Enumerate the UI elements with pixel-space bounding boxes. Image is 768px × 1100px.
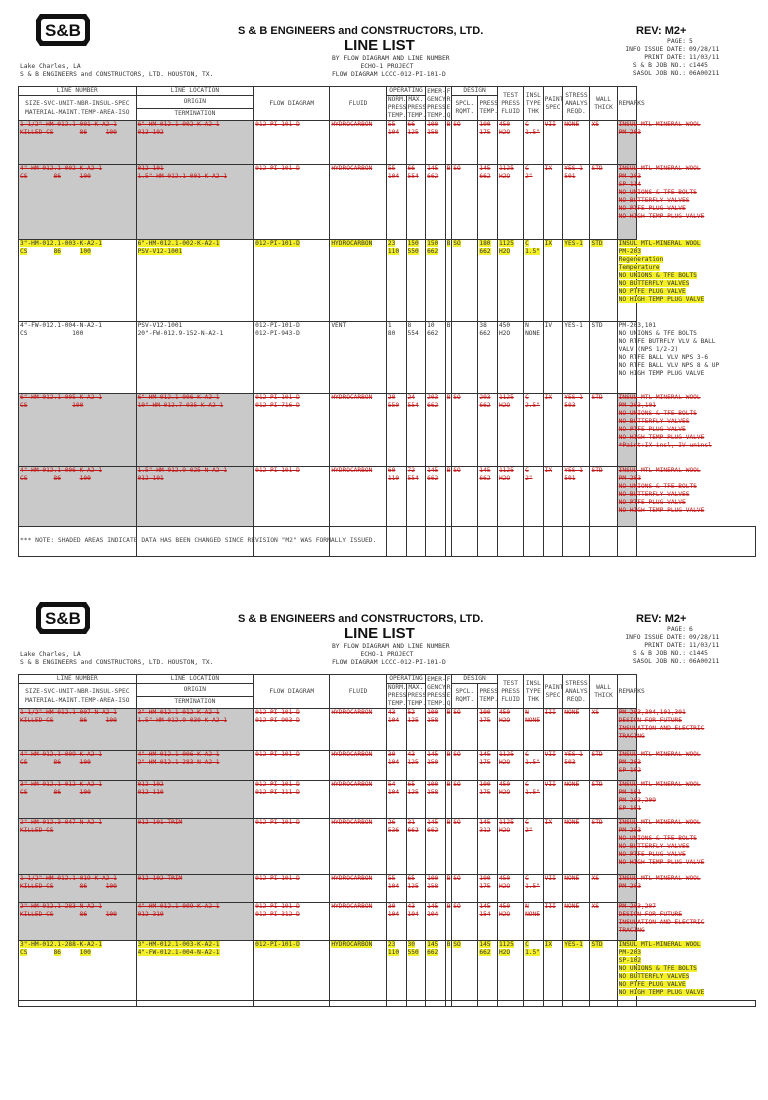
col-paint: PAINT SPEC xyxy=(543,87,563,121)
revision: REV: M2+ xyxy=(636,613,687,625)
table-row: 1 1/2"-HM-012.1-001-K-A2-1 KILLED CS 86 100 6"-HM-012.1-002-K-A2-1 012-102 012-PI-101-D HYDROCARBON 55 104 66 125 100 158 B SO 100 175 450 H2O C 1.5" VII NONE XS INSUL MTL-MINERAL WOOL PM-203 xyxy=(19,121,756,165)
col-design: DESIGN xyxy=(452,675,498,684)
col-fluid: FLUID xyxy=(330,87,387,121)
col-emergency: EMER- GENCY PRESS TEMP. xyxy=(427,87,446,119)
print-date-label: PRINT DATE: xyxy=(644,642,686,649)
print-date: 11/03/11 xyxy=(689,642,720,649)
table-row: 6"-HM-012.1-005-K-A2-1 CS 100 6"-HM-012.1-006-K-A2-1 10"-HM-012.7-035-K-A2-1 012-PI-101-D 012-PI-716-D HYDROCARBON 20 550 24 554 203 662 B SO 203 662 1125 H2O C 2.5" IX YES-1 503 STD INSUL MTL-MINERAL WOOL PM-203,101 NO UNIONS & TFE BOLTS NO BUTTERFLY VALVES NO PTFE PLUG VALVE NO HIGH TEMP PLUG VALVE *Paint:IX-insl, IV-uninsl xyxy=(19,394,756,467)
col-emergency: EMER- GENCY PRESS TEMP. xyxy=(427,675,446,707)
col-spcl: SPCL. RQMT. xyxy=(452,96,478,121)
col-flow-diagram: FLOW DIAGRAM xyxy=(254,675,330,709)
col-line-number-fields: SIZE-SVC-UNIT-NBR-INSUL-SPEC MATERIAL-MAINT.TEMP-AREA-ISO xyxy=(19,96,137,121)
document-title: LINE LIST xyxy=(344,37,415,54)
col-wall: WALL THICK xyxy=(590,675,617,709)
col-feqr: F R E Q xyxy=(446,87,451,119)
line-list-table xyxy=(18,86,756,557)
svg-text:S&B: S&B xyxy=(45,609,81,628)
info-issue-date: 09/28/11 xyxy=(689,46,720,53)
col-termination: TERMINATION xyxy=(136,696,254,709)
table-row: 3"-HM-012.1-288-K-A2-1 CS 86 100 3"-HM-012.1-003-K-A2-1 4"-FW-012.1-004-N-A2-1 012-PI-101-D HYDROCARBON 23 110 30 550 145 662 B SO 145 662 1125 H2O C 1.5" IX YES-1 STD INSUL MTL-MINERAL WOOL PM-203 SP-102 NO UNIONS & TFE BOLTS NO BUTTERFLY VALVES NO PTFE PLUG VALVE NO HIGH TEMP PLUG VALVE xyxy=(19,941,756,1001)
line-list-page-2 xyxy=(0,588,768,1100)
col-wall: WALL THICK xyxy=(590,87,617,121)
page-label: PAGE: xyxy=(667,626,686,633)
sasol-job-label: SASOL JOB NO.: xyxy=(632,658,686,665)
col-flow-diagram: FLOW DIAGRAM xyxy=(254,87,330,121)
sb-logo-icon xyxy=(34,12,92,48)
sb-job-number: c1445 xyxy=(689,650,708,657)
header-row xyxy=(19,87,756,96)
col-stress: STRESS ANALYS REQD. xyxy=(563,675,590,709)
sb-job-number: c1445 xyxy=(689,62,708,69)
header-row xyxy=(19,675,756,684)
location-company: S & B ENGINEERS and CONSTRUCTORS, LTD. HOUSTON, TX. xyxy=(20,71,214,78)
sasol-job-label: SASOL JOB NO.: xyxy=(632,70,686,77)
col-design-press: PRESS TEMP. xyxy=(478,684,498,709)
info-issue-date: 09/28/11 xyxy=(689,634,720,641)
col-termination: TERMINATION xyxy=(136,108,254,121)
col-feqr: F R E Q xyxy=(446,675,451,707)
print-date: 11/03/11 xyxy=(689,54,720,61)
line-list-page-1 xyxy=(0,0,768,544)
col-design-press: PRESS TEMP. xyxy=(478,96,498,121)
revision: REV: M2+ xyxy=(636,25,687,37)
col-line-number: LINE NUMBER xyxy=(19,87,137,96)
table-row: 1 1/2"-HM-012.1-007-N-A2-1 KILLED CS 86 100 3"-HM-012.1-012-K-A2-1 1.5"-HM-012.9-030-K-A2-1 012-PI-101-D 012-PI-903-D HYDROCARBON 43 104 52 125 100 158 B SO 100 175 450 H2O N NONE III NONE XS PM-203,304,101,301 DESIGN FOR FUTURE INSULATION AND ELECTRIC TRACING xyxy=(19,709,756,751)
page-number: 6 xyxy=(689,626,693,633)
table-row: 1 1/2"-HM-012.1-019-K-A2-1 KILLED CS 86 100 012-102 TRIM 012-PI-101-D HYDROCARBON 55 104 65 125 100 158 B SO 100 175 450 H2O C 1.5" VII NONE XS INSUL MTL-MINERAL WOOL PM-203 xyxy=(19,875,756,903)
subtitle-line-1: BY FLOW DIAGRAM AND LINE NUMBER xyxy=(332,643,450,650)
subtitle-line-2: ECHO-1 PROJECT xyxy=(360,63,414,70)
col-test: TEST PRESS FLUID xyxy=(497,87,523,121)
subtitle-line-3: FLOW DIAGRAM LCCC-012-PI-101-D xyxy=(332,659,446,666)
col-line-number-fields: SIZE-SVC-UNIT-NBR-INSUL-SPEC MATERIAL-MAINT.TEMP-AREA-ISO xyxy=(19,684,137,709)
company-name: S & B ENGINEERS and CONSTRUCTORS, LTD. xyxy=(238,613,484,625)
print-date-label: PRINT DATE: xyxy=(644,54,686,61)
col-norm: NORM. PRESS TEMP. xyxy=(387,684,407,707)
col-operating: OPERATING xyxy=(386,87,425,96)
sasol-job-number: 06A00211 xyxy=(689,658,720,665)
col-paint: PAINT SPEC xyxy=(543,675,563,709)
col-fluid: FLUID xyxy=(330,675,387,709)
table-row: 4"-HM-012.1-002-K-A2-1 CS 86 100 012-101 1.5"-HM-012.1-001-K-A2-1 012-PI-101-D HYDROCARBON 55 104 66 554 145 662 B SO 145 662 1125 H2O C 2" IX YES-1 501 STD INSUL MTL-MINERAL WOOL PM-203 SP-114 NO UNIONS & TFE BOLTS NO BUTTERFLY VALVES NO PTFE PLUG VALVE NO HIGH TEMP PLUG VALVE xyxy=(19,165,756,240)
table-row: 2"-HM-012.1-283-N-A2-1 KILLED CS 86 100 4"-HM-012.1-009-K-A2-1 012-310 012-PI-101-D 012-PI-312-D HYDROCARBON 30 104 43 104 145 104 B SO 145 154 450 H2O N NONE III NONE XS PM-203,207 DESIGN FOR FUTURE INSULATION AND ELECTRIC TRACING xyxy=(19,903,756,941)
col-design: DESIGN xyxy=(452,87,498,96)
page-number: 5 xyxy=(689,38,693,45)
sasol-job-number: 06A00211 xyxy=(689,70,720,77)
table-row: 4"-FW-012.1-004-N-A2-1 CS 100 PSV-V12-1001 20"-FW-012.9-152-N-A2-1 012-PI-101-D 012-PI-943-D VENT 1 80 8 554 10 662 B 38 662 450 H2O N NONE IV YES-1 STD PM-203,101 NO UNIONS & TFE BOLTS NO RTFE BUTRFLY VLV & BALL VALV (NPS 1/2-2) NO RTFE BALL VLV NPS 3-6 NO RTFE BALL VLV NPS 8 & UP NO HIGH TEMP PLUG VALVE xyxy=(19,322,756,394)
location-city: Lake Charles, LA xyxy=(20,651,81,658)
sb-job-label: S & B JOB NO.: xyxy=(632,62,686,69)
col-remarks: REMARKS xyxy=(617,87,637,121)
document-title: LINE LIST xyxy=(344,625,415,642)
line-list-table xyxy=(18,674,756,1007)
table-row: 3"-HM-012.1-003-K-A2-1 CS 86 100 6"-HM-012.1-002-K-A2-1 PSV-V12-1001 012-PI-101-D HYDROCARBON 23 110 150 550 150 662 B SO 180 662 1125 H2O C 1.5" IX YES-1 STD INSUL MTL-MINERAL WOOL PM-203 Regeneration Temperature NO UNIONS & TFE BOLTS NO BUTTERFLY VALVES NO PTFE PLUG VALVE NO HIGH TEMP PLUG VALVE xyxy=(19,240,756,322)
col-test: TEST PRESS FLUID xyxy=(497,675,523,709)
revision-note: *** NOTE: SHADED AREAS INDICATE DATA HAS BEEN CHANGED SINCE REVISION "M2" WAS FORMALLY ISSUED. xyxy=(20,537,377,544)
col-insl: INSL TYPE THK xyxy=(524,87,544,121)
col-line-number: LINE NUMBER xyxy=(19,675,137,684)
sb-logo-icon xyxy=(34,600,92,636)
col-remarks: REMARKS xyxy=(617,675,637,709)
col-norm: NORM. PRESS TEMP. xyxy=(387,96,407,119)
col-stress: STRESS ANALYS REQD. xyxy=(563,87,590,121)
col-insl: INSL TYPE THK xyxy=(524,675,544,709)
table-row: 4"-HM-012.1-006-K-A2-1 CS 86 100 1.5"-HM-012.9-025-N-A2-1 012-101 012-PI-101-D HYDROCARBON 60 110 72 554 145 662 B SO 145 662 1125 H2O C 2" IX YES-1 501 STD INSUL MTL-MINERAL WOOL PM-203 NO UNIONS & TFE BOLTS NO BUTTERFLY VALVES NO PTFE PLUG VALVE NO HIGH TEMP PLUG VALVE xyxy=(19,467,756,527)
col-spcl: SPCL. RQMT. xyxy=(452,684,478,709)
table-row: 2"-HM-012.3-047-N-A2-1 KILLED CS 012-101 TRIM 012-PI-101-D HYDROCARBON 26 536 31 662 145 662 B SO 145 312 1125 H2O C 2" IX NONE STD INSUL MTL-MINERAL WOOL PM-203 NO UNIONS & TFE BOLTS NO BUTTERFLY VALVES NO PTFE PLUG VALVE NO HIGH TEMP PLUG VALVE xyxy=(19,819,756,875)
sb-job-label: S & B JOB NO.: xyxy=(632,650,686,657)
col-line-location: LINE LOCATION xyxy=(136,87,254,96)
col-max: MAX. PRESS TEMP. xyxy=(407,684,427,707)
info-issue-label: INFO ISSUE DATE: xyxy=(625,46,686,53)
table-row: 3"-HM-012.1-012-K-A2-1 CS 86 100 012-102 012-110 012-PI-101-D 012-PI-111-D HYDROCARBON 54 104 65 125 100 158 B SO 100 175 450 H2O C 1.5" VII NONE STD INSUL MTL-MINERAL WOOL PM-101 PM-203,209 SP-101 xyxy=(19,781,756,819)
table-row: 4"-HM-012.1-009-K-A2-1 CS 86 100 4"-HM-012.1-006-K-A2-1 2"-HM-012.1-283-N-A2-1 012-PI-101-D HYDROCARBON 30 104 43 125 145 150 B SO 145 175 1125 H2O C 1.5" VII YES-1 503 STD INSUL MTL-MINERAL WOOL PM-203 SP-102 xyxy=(19,751,756,781)
table-row-empty xyxy=(19,1001,756,1007)
company-name: S & B ENGINEERS and CONSTRUCTORS, LTD. xyxy=(238,25,484,37)
svg-text:S&B: S&B xyxy=(45,21,81,40)
col-operating: OPERATING xyxy=(386,675,425,684)
col-origin: ORIGIN xyxy=(136,684,254,697)
col-max: MAX. PRESS TEMP. xyxy=(407,96,427,119)
location-company: S & B ENGINEERS and CONSTRUCTORS, LTD. HOUSTON, TX. xyxy=(20,659,214,666)
page-label: PAGE: xyxy=(667,38,686,45)
col-origin: ORIGIN xyxy=(136,96,254,109)
subtitle-line-1: BY FLOW DIAGRAM AND LINE NUMBER xyxy=(332,55,450,62)
info-issue-label: INFO ISSUE DATE: xyxy=(625,634,686,641)
location-city: Lake Charles, LA xyxy=(20,63,81,70)
col-line-location: LINE LOCATION xyxy=(136,675,254,684)
subtitle-line-3: FLOW DIAGRAM LCCC-012-PI-101-D xyxy=(332,71,446,78)
subtitle-line-2: ECHO-1 PROJECT xyxy=(360,651,414,658)
